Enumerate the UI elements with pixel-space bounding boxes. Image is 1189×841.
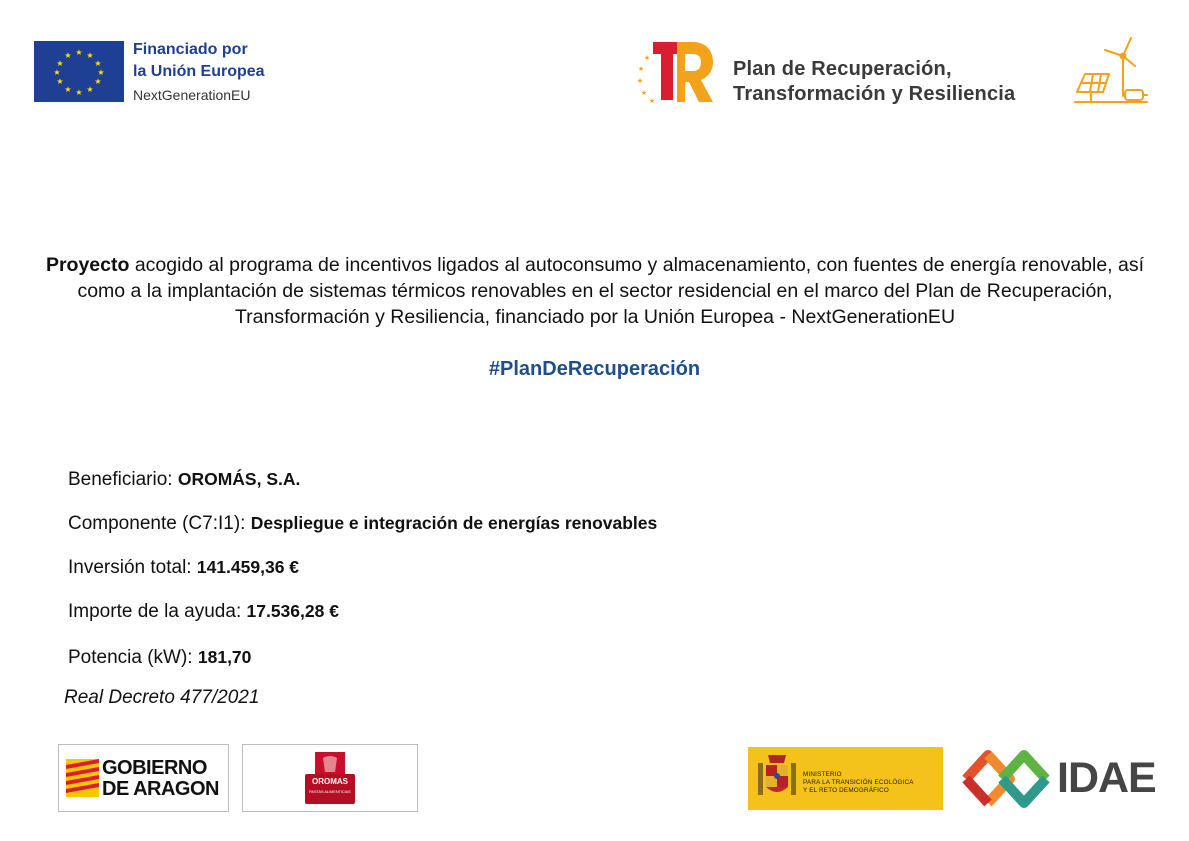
aragon-flag-icon bbox=[66, 759, 99, 797]
field-beneficiario-value: OROMÁS, S.A. bbox=[177, 469, 301, 489]
svg-text:★: ★ bbox=[86, 51, 94, 60]
project-lead-word: Proyecto bbox=[45, 254, 130, 276]
field-beneficiario bbox=[68, 469, 300, 491]
svg-text:★: ★ bbox=[94, 59, 102, 68]
svg-text:★: ★ bbox=[56, 77, 64, 86]
field-beneficiario-label: Beneficiario: bbox=[68, 469, 178, 490]
idae-logo bbox=[958, 745, 1158, 813]
wind-turbine-solar-icon bbox=[1073, 34, 1151, 110]
real-decreto: Real Decreto 477/2021 bbox=[64, 687, 260, 708]
svg-text:★: ★ bbox=[97, 68, 105, 77]
eu-flag-icon bbox=[34, 41, 124, 102]
eu-text-nextgen: NextGenerationEU bbox=[133, 87, 251, 103]
plan-title-line1: Plan de Recuperación, bbox=[733, 58, 952, 80]
project-description bbox=[40, 252, 1150, 330]
svg-text:★: ★ bbox=[75, 48, 83, 57]
ministerio-text-line1: MINISTERIO bbox=[803, 771, 842, 778]
field-componente-label: Componente (C7:I1): bbox=[68, 513, 251, 534]
field-ayuda bbox=[68, 601, 339, 623]
svg-text:★: ★ bbox=[643, 54, 651, 62]
field-potencia-value: 181,70 bbox=[197, 647, 252, 667]
ministerio-transicion-logo bbox=[748, 747, 943, 810]
field-inversion bbox=[68, 557, 299, 579]
ministerio-text-line3: Y EL RETO DEMOGRÁFICO bbox=[803, 787, 889, 794]
gobierno-aragon-logo bbox=[58, 744, 229, 812]
oromas-text-sub: PASTAS ALIMENTICIAS bbox=[309, 790, 351, 794]
svg-text:★: ★ bbox=[640, 89, 648, 97]
svg-text:★: ★ bbox=[75, 88, 83, 97]
prtr-tr-mark-icon bbox=[633, 38, 715, 108]
field-componente-value: Despliegue e integración de energías renovables bbox=[250, 513, 658, 533]
svg-text:★: ★ bbox=[94, 77, 102, 86]
aragon-text-gobierno: GOBIERNO bbox=[102, 757, 207, 779]
field-potencia bbox=[68, 647, 251, 669]
field-inversion-label: Inversión total: bbox=[68, 557, 197, 578]
svg-text:★: ★ bbox=[86, 85, 94, 94]
field-inversion-value: 141.459,36 € bbox=[196, 557, 300, 577]
eu-text-financiado: Financiado por bbox=[133, 41, 248, 58]
eu-text-union: la Unión Europea bbox=[133, 63, 265, 80]
idae-knot-icon bbox=[958, 747, 1053, 811]
idae-text: IDAE bbox=[1057, 754, 1156, 802]
field-potencia-label: Potencia (kW): bbox=[68, 647, 198, 668]
plan-recuperacion-logo bbox=[633, 38, 1153, 110]
oromas-text-name: OROMAS bbox=[312, 777, 348, 786]
eu-funding-logo bbox=[34, 41, 294, 105]
svg-text:★: ★ bbox=[53, 68, 61, 77]
ministerio-text-line2: PARA LA TRANSICIÓN ECOLÓGICA bbox=[803, 779, 914, 786]
svg-text:★: ★ bbox=[636, 77, 644, 85]
field-ayuda-value: 17.536,28 € bbox=[246, 601, 339, 621]
oromas-logo bbox=[242, 744, 418, 812]
project-description-text: acogido al programa de incentivos ligados al autoconsumo y almacenamiento, con fuentes de energía renovable, así como a la implantación de sistemas térmicos renovables en el sector residencial en el marco del Plan de Recuperación, Transformación y Resiliencia, financiado por la Unión Europea - NextGenerationEU bbox=[77, 254, 1145, 328]
spain-coat-of-arms-icon bbox=[758, 753, 796, 803]
hashtag-plan: #PlanDeRecuperación bbox=[488, 358, 701, 380]
svg-text:★: ★ bbox=[648, 97, 656, 105]
plan-title-line2: Transformación y Resiliencia bbox=[733, 83, 1016, 105]
svg-text:★: ★ bbox=[64, 51, 72, 60]
svg-text:★: ★ bbox=[637, 65, 645, 73]
svg-text:★: ★ bbox=[64, 85, 72, 94]
aragon-text-de-aragon: DE ARAGON bbox=[102, 778, 219, 800]
field-componente bbox=[68, 513, 657, 535]
field-ayuda-label: Importe de la ayuda: bbox=[68, 601, 247, 622]
svg-text:★: ★ bbox=[56, 59, 64, 68]
